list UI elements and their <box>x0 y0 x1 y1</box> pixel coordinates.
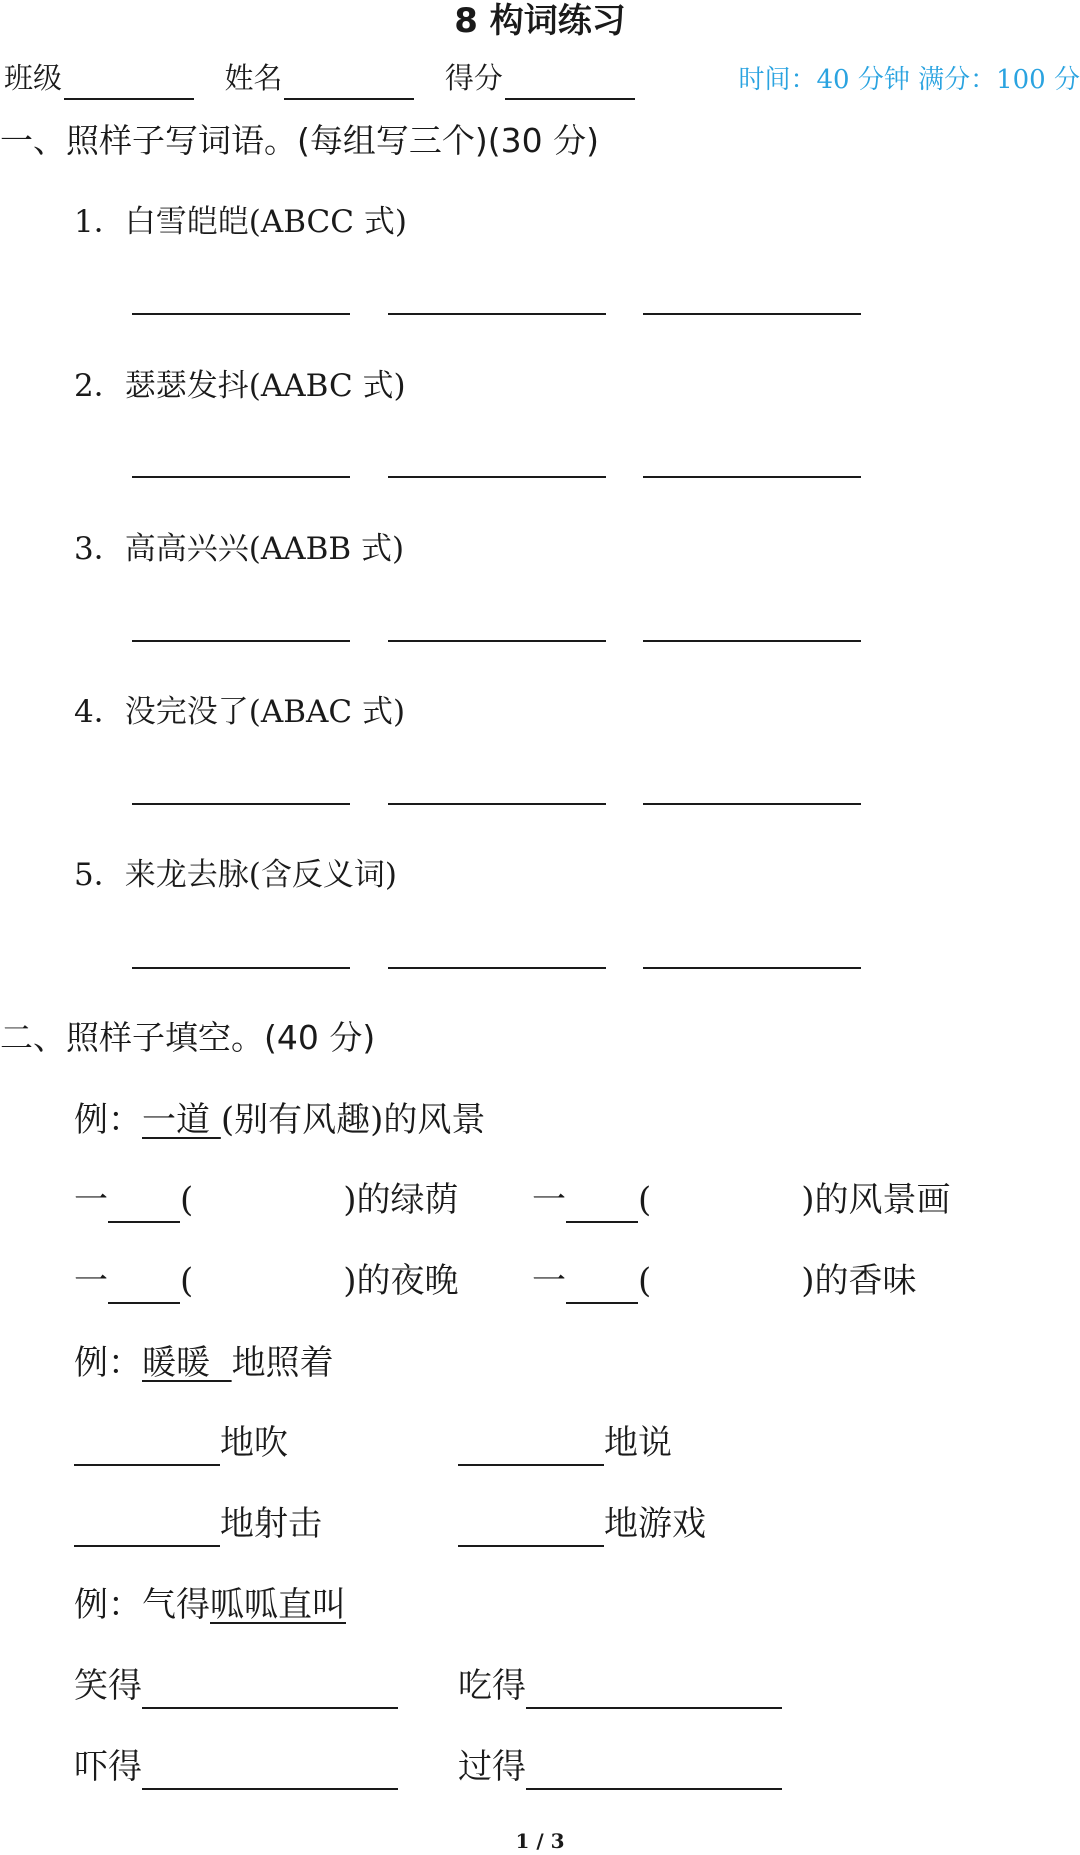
answer-blank[interactable] <box>388 967 606 969</box>
answer-blank[interactable] <box>132 476 350 478</box>
fill-suffix: )的绿荫 <box>343 1180 459 1220</box>
fill-blank[interactable] <box>458 1515 604 1547</box>
answer-blank[interactable] <box>388 476 606 478</box>
fill-suffix: 地游戏 <box>604 1504 706 1544</box>
answer-blank[interactable] <box>643 476 861 478</box>
fill-blank[interactable] <box>566 1191 638 1223</box>
fill-prefix: 笑得 <box>74 1666 142 1706</box>
fill-prefix: 一 <box>74 1180 108 1220</box>
example-2 <box>74 1340 334 1386</box>
paren-open: ( <box>638 1261 652 1301</box>
example-suffix: (别有风趣)的风景 <box>220 1100 486 1140</box>
fill-prefix: 一 <box>532 1180 566 1220</box>
example-underlined: 暖暖 <box>142 1343 232 1383</box>
section1-title: 一、照样子写词语。(每组写三个)(30 分) <box>0 121 599 160</box>
answer-blank[interactable] <box>643 313 861 315</box>
answer-blank[interactable] <box>388 313 606 315</box>
section1-item-3: 3．高高兴兴(AABB 式) <box>74 531 405 567</box>
info-line <box>4 56 635 100</box>
fill-prefix: 一 <box>532 1261 566 1301</box>
fill-blank[interactable] <box>526 1758 782 1790</box>
fill-item <box>74 1501 322 1547</box>
fill-suffix: 地说 <box>604 1423 672 1463</box>
fill-item <box>74 1420 288 1466</box>
fill-suffix: 地吹 <box>220 1423 288 1463</box>
score-label: 得分 <box>444 61 503 95</box>
example-underlined: 一道 <box>142 1100 221 1140</box>
answer-blank[interactable] <box>643 640 861 642</box>
score-field[interactable] <box>505 68 635 100</box>
paren-open: ( <box>180 1180 194 1220</box>
answer-blank[interactable] <box>388 803 606 805</box>
example-prefix: 例： <box>74 1343 142 1383</box>
fill-item <box>74 1258 459 1304</box>
paren-open: ( <box>638 1180 652 1220</box>
example-prefix: 例：气得 <box>74 1585 210 1625</box>
fill-blank[interactable] <box>74 1515 220 1547</box>
class-label: 班级 <box>4 61 63 95</box>
fill-blank[interactable] <box>526 1677 782 1709</box>
example-suffix: 地照着 <box>231 1343 334 1383</box>
fill-blank[interactable] <box>142 1677 398 1709</box>
example-prefix: 例： <box>74 1100 142 1140</box>
example-underlined: 呱呱直叫 <box>210 1585 346 1625</box>
fill-item <box>532 1258 917 1304</box>
answer-blank[interactable] <box>643 967 861 969</box>
section1-item-5: 5．来龙去脉(含反义词) <box>74 857 397 893</box>
fill-prefix: 一 <box>74 1261 108 1301</box>
fill-item <box>458 1501 706 1547</box>
fill-item <box>74 1663 398 1709</box>
name-label: 姓名 <box>224 61 283 95</box>
answer-blank[interactable] <box>132 313 350 315</box>
fill-blank[interactable] <box>108 1191 180 1223</box>
fill-blank[interactable] <box>566 1272 638 1304</box>
fill-suffix: )的香味 <box>801 1261 917 1301</box>
answer-blank[interactable] <box>132 967 350 969</box>
fill-prefix: 吃得 <box>458 1666 526 1706</box>
fill-item <box>458 1663 782 1709</box>
answer-blank[interactable] <box>388 640 606 642</box>
section1-item-1: 1．白雪皑皑(ABCC 式) <box>74 204 407 240</box>
page-title: 8 构词练习 <box>454 1 626 41</box>
fill-item <box>532 1177 951 1223</box>
answer-blank[interactable] <box>643 803 861 805</box>
fill-item <box>74 1744 398 1790</box>
fill-blank[interactable] <box>74 1434 220 1466</box>
fill-item <box>458 1420 672 1466</box>
fill-suffix: )的夜晚 <box>343 1261 459 1301</box>
example-1 <box>74 1097 485 1143</box>
fill-suffix: 地射击 <box>220 1504 322 1544</box>
answer-blank[interactable] <box>132 803 350 805</box>
fill-prefix: 过得 <box>458 1747 526 1787</box>
page-number: 1 / 3 <box>515 1829 565 1853</box>
name-field[interactable] <box>284 68 414 100</box>
fill-blank[interactable] <box>458 1434 604 1466</box>
example-3 <box>74 1582 346 1628</box>
section2-title: 二、照样子填空。(40 分) <box>0 1018 376 1057</box>
fill-item <box>458 1744 782 1790</box>
fill-prefix: 吓得 <box>74 1747 142 1787</box>
time-score-meta: 时间：40 分钟 满分：100 分 <box>738 65 1080 95</box>
answer-blank[interactable] <box>132 640 350 642</box>
paren-open: ( <box>180 1261 194 1301</box>
section1-item-2: 2．瑟瑟发抖(AABC 式) <box>74 368 406 404</box>
fill-blank[interactable] <box>142 1758 398 1790</box>
class-field[interactable] <box>64 68 194 100</box>
fill-blank[interactable] <box>108 1272 180 1304</box>
section1-item-4: 4．没完没了(ABAC 式) <box>74 694 406 730</box>
fill-item <box>74 1177 459 1223</box>
fill-suffix: )的风景画 <box>801 1180 951 1220</box>
